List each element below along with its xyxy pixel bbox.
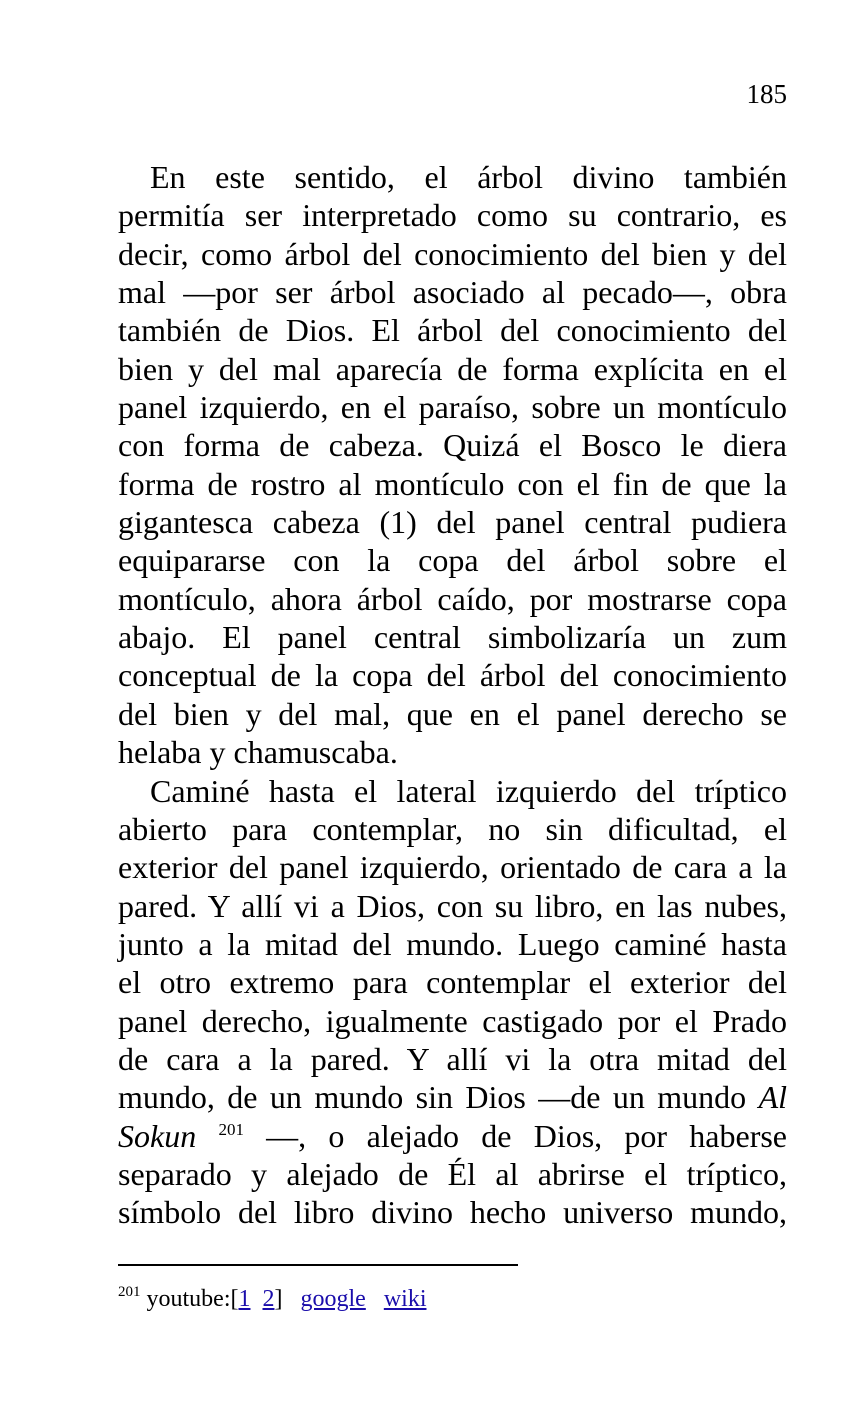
text-line: separado y alejado de Él al abrirse el tríptico, — [118, 1155, 787, 1192]
text-line: conceptual de la copa del árbol del conocimiento — [118, 657, 787, 694]
text-line: permitía ser interpretado como su contrario, es — [118, 197, 787, 234]
youtube-link-1[interactable]: 1 — [238, 1286, 251, 1312]
text-line: también de Dios. El árbol del conocimiento del — [118, 312, 787, 349]
text-line: gigantesca cabeza (1) del panel central pudiera — [118, 504, 787, 541]
footnote-marker: 201 — [118, 1284, 141, 1300]
text-line: de cara a la pared. Y allí vi la otra mitad del — [118, 1040, 787, 1077]
footnote-prefix: youtube:[ — [146, 1286, 239, 1312]
text-line: equipararse con la copa del árbol sobre el — [118, 542, 787, 579]
text-line: el otro extremo para contemplar el exterior del — [118, 964, 787, 1001]
youtube-link-2[interactable]: 2 — [262, 1286, 275, 1312]
text-line: helaba y chamuscaba. — [118, 734, 398, 771]
text-line: abierto para contemplar, no sin dificultad, el — [118, 810, 787, 847]
text-line: forma de rostro al montículo con el fin de que la — [118, 465, 787, 502]
text-line: bien y del mal aparecía de forma explícita en el — [118, 350, 787, 387]
body-text — [118, 158, 787, 1232]
text-line: montículo, ahora árbol caído, por mostrarse copa — [118, 580, 787, 617]
italic-term: Sokun — [118, 1117, 197, 1154]
text-line: panel izquierdo, en el paraíso, sobre un montículo — [118, 389, 787, 426]
footnote-divider — [118, 1264, 518, 1266]
italic-term: Al — [758, 1079, 788, 1116]
text-line: abajo. El panel central simbolizaría un zum — [118, 619, 787, 656]
text-line: del bien y del mal, que en el panel derecho se — [118, 695, 787, 732]
text-line-mixed — [118, 1078, 787, 1116]
text-fragment: mundo, de un mundo sin Dios —de un mundo — [118, 1079, 747, 1116]
text-line: mal —por ser árbol asociado al pecado—, obra — [118, 274, 787, 311]
text-line: junto a la mitad del mundo. Luego caminé hasta — [118, 925, 787, 962]
text-line-mixed — [118, 1117, 787, 1155]
text-line: con forma de cabeza. Quizá el Bosco le diera — [118, 427, 787, 464]
google-link[interactable]: google — [300, 1286, 366, 1312]
text-line: exterior del panel izquierdo, orientado de cara a la — [118, 849, 787, 886]
footnote-reference[interactable]: 201 — [218, 1119, 244, 1139]
text-line: panel derecho, igualmente castigado por el Prado — [118, 1002, 787, 1039]
page-number: 185 — [746, 79, 787, 109]
text-fragment: —, o alejado de Dios, por haberse — [243, 1117, 787, 1154]
text-line: En este sentido, el árbol divino también — [150, 159, 787, 195]
text-line: símbolo del libro divino hecho universo mundo, — [118, 1194, 787, 1231]
text-line: pared. Y allí vi a Dios, con su libro, en las nubes, — [118, 887, 787, 924]
text-line: decir, como árbol del conocimiento del bien y del — [118, 235, 787, 272]
footnote — [118, 1283, 426, 1315]
text-line: Caminé hasta el lateral izquierdo del tríptico — [150, 772, 787, 809]
wiki-link[interactable]: wiki — [383, 1286, 427, 1312]
footnote-bracket: ] — [274, 1286, 283, 1312]
